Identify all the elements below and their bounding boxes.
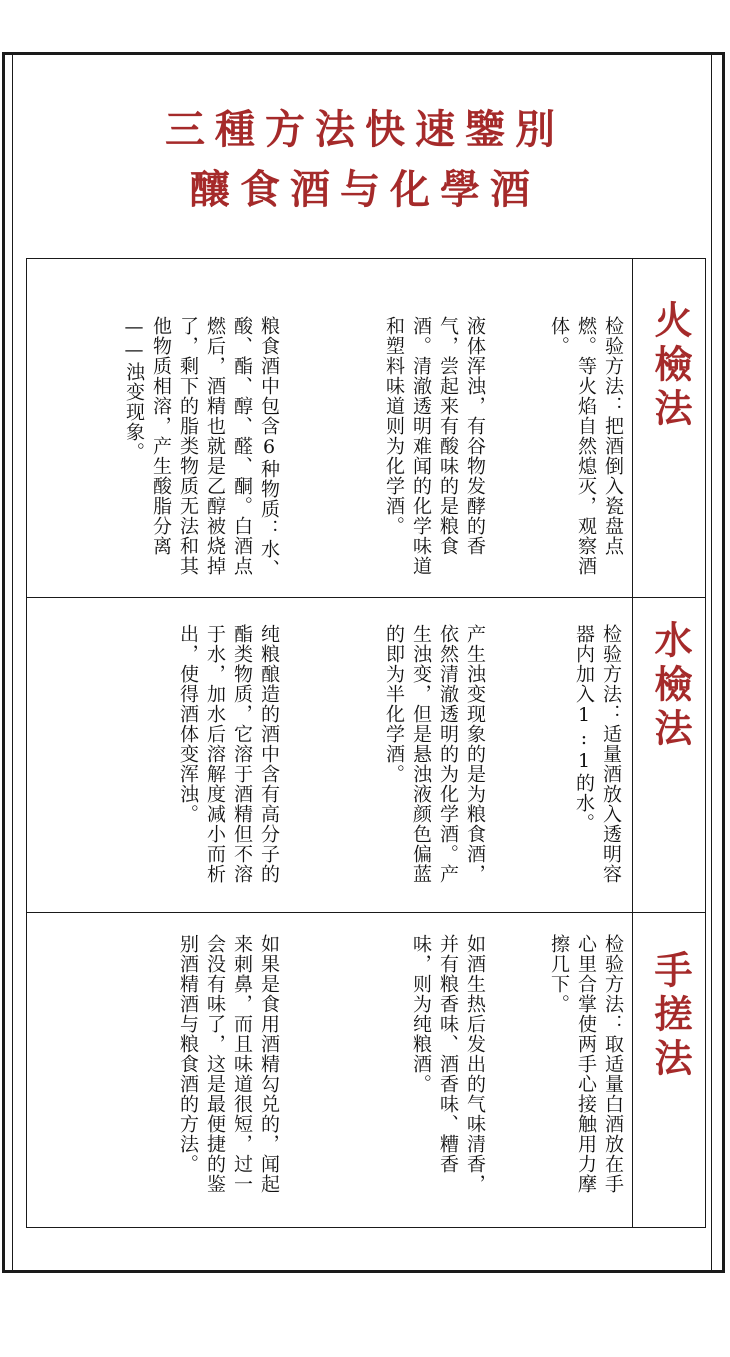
section-label-water: 水檢法 (648, 620, 693, 752)
title-line-2: 釀食酒与化學酒 (190, 166, 540, 213)
section-method-hand: 检验方法：取适量白酒放在手心里合掌使两手心接触用力摩擦几下。 (548, 934, 624, 1194)
section-label-fire: 火檢法 (648, 300, 693, 432)
section-label-hand: 手搓法 (648, 950, 693, 1082)
section-detail-water: 纯粮酿造的酒中含有高分子的酯类物质，它溶于酒精但不溶于水，加水后溶解度减小而析出，使得酒体变浑浊。 (177, 624, 280, 884)
label-column-divider (632, 258, 633, 1228)
section-text-fire: 液体浑浊，有谷物发酵的香气，尝起来有酸味的是粮食酒。清澈透明难闻的化学味道和塑料味道则为化学酒。 (383, 316, 486, 576)
row-divider-2 (26, 912, 706, 913)
section-detail-hand: 如果是食用酒精勾兑的，闻起来刺鼻，而且味道很短，过一会没有味了，这是最便捷的鉴别酒精酒与粮食酒的方法。 (177, 934, 280, 1194)
section-detail-fire: 粮食酒中包含6种物质：水、酸、酯、醇、醛、酮。白酒点燃后，酒精也就是乙醇被烧掉了，剩下的脂类物质无法和其他物质相溶，产生酸脂分离——浊变现象。 (123, 316, 280, 579)
section-method-water: 检验方法：适量酒放入透明容器内加入1:1的水。 (573, 624, 622, 884)
section-text-water: 产生浊变现象的是为粮食酒，依然清澈透明的为化学酒。产生浊变，但是悬浊液颜色偏蓝的即为半化学酒。 (383, 624, 486, 884)
section-text-hand: 如酒生热后发出的气味清香，并有粮香味、酒香味、糟香味，则为纯粮酒。 (410, 934, 486, 1194)
section-method-fire: 检验方法：把酒倒入瓷盘点燃。等火焰自然熄灭，观察酒体。 (548, 316, 624, 576)
title-line-1: 三種方法快速鑒別 (165, 106, 565, 153)
row-divider-1 (26, 597, 706, 598)
